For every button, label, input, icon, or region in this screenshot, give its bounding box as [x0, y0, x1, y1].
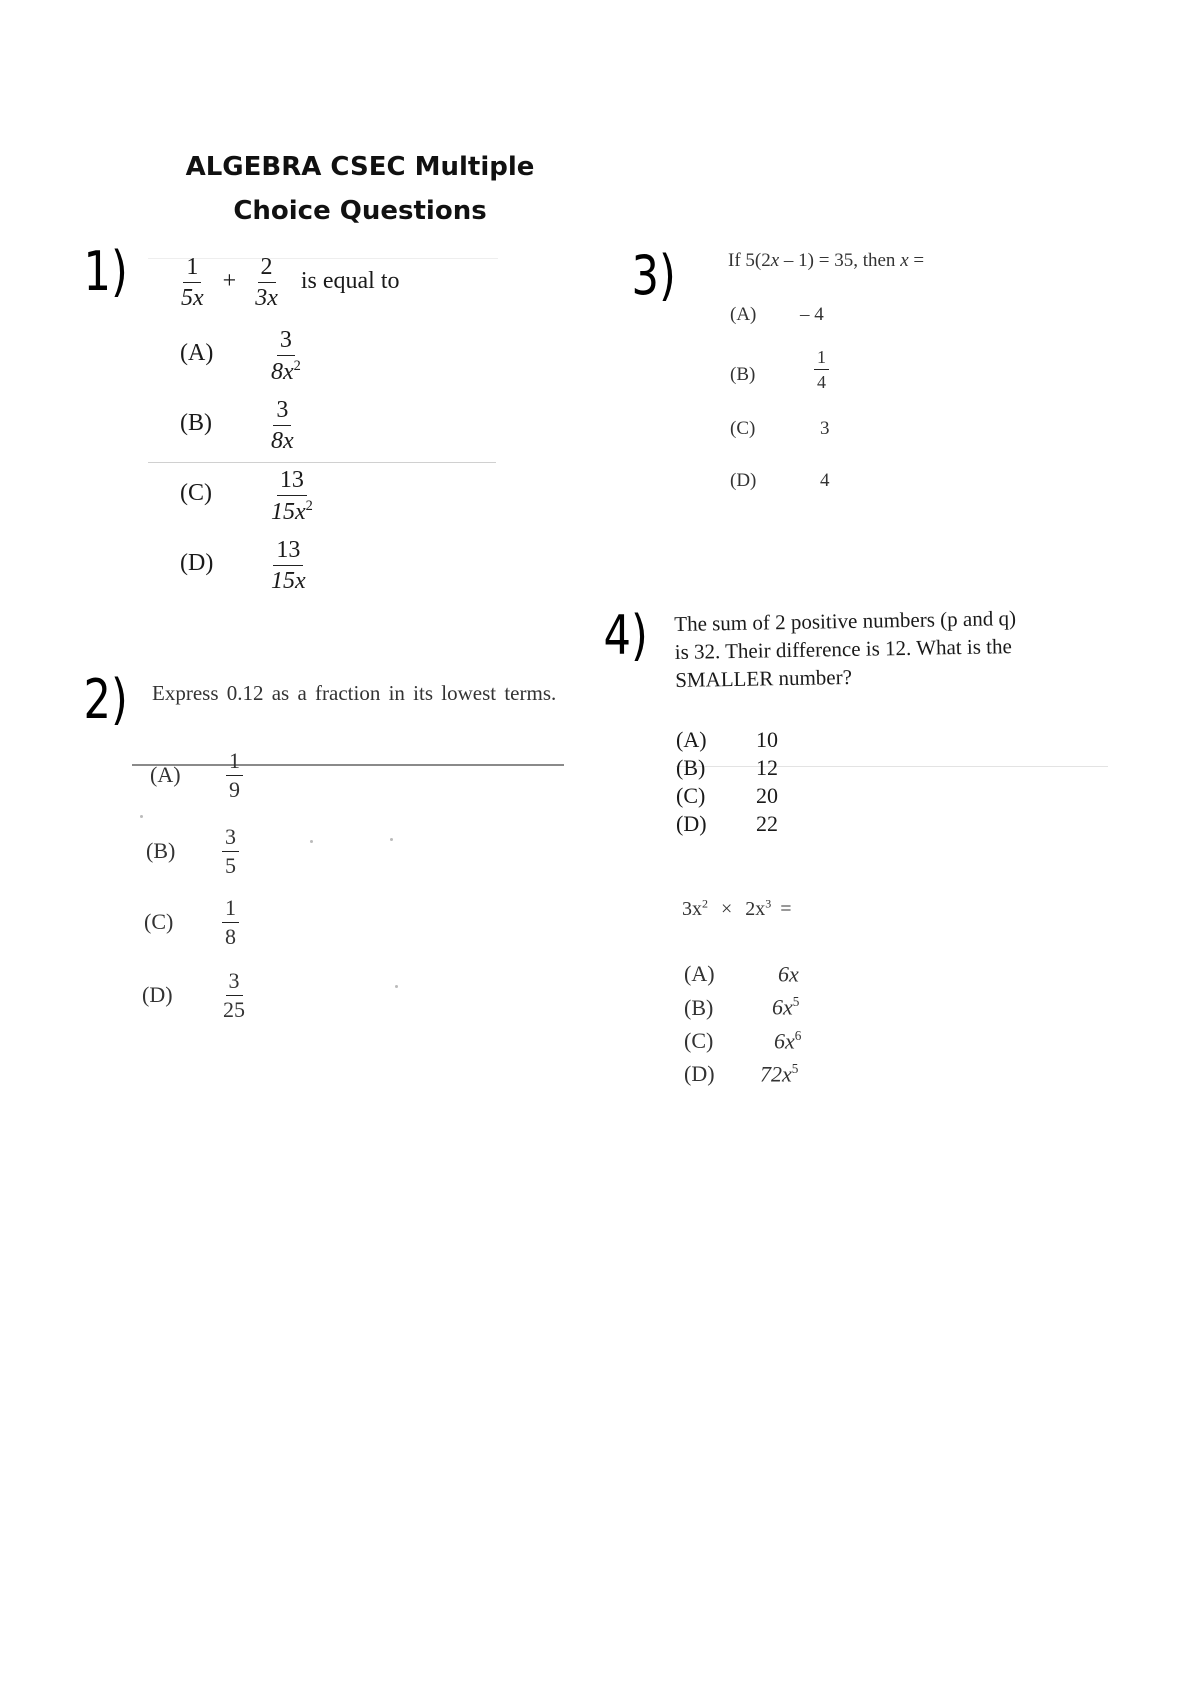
q2-option-a-value — [226, 750, 243, 801]
scan-speck — [140, 815, 143, 818]
q1-stem — [178, 255, 400, 310]
q1-stem-fraction-1 — [178, 255, 207, 310]
q1-option-d-den-base: 15x — [271, 568, 306, 594]
q5-option-c-exp: 6 — [794, 1027, 802, 1043]
q5-option-c — [684, 1022, 884, 1055]
q5-option-d-label: (D) — [684, 1061, 715, 1087]
q1-option-c-num: 13 — [277, 468, 307, 496]
q3-number: 3) — [631, 244, 676, 307]
q2-option-a — [150, 750, 350, 810]
q1-option-a-den — [268, 356, 304, 384]
q4-stem — [674, 604, 1017, 694]
q2-stem: Express 0.12 as a fraction in its lowest terms. — [152, 681, 557, 705]
q3-option-d-label: (D) — [730, 470, 757, 491]
q1-frac1-num: 1 — [183, 255, 201, 283]
q4-option-b-value: 12 — [756, 755, 778, 780]
q2-option-a-den: 9 — [229, 777, 240, 802]
q2-option-b-label: (B) — [146, 838, 176, 863]
q3-option-d — [730, 470, 890, 500]
q4-number: 4) — [603, 604, 648, 667]
q5-option-a-base: 6x — [778, 961, 799, 987]
q2-option-b-den: 5 — [225, 853, 236, 878]
q3-stem-suffix: = — [908, 250, 925, 271]
q1-option-c-den-base: 15x — [271, 499, 306, 525]
q4-option-d — [676, 810, 876, 838]
q1-stem-text: is equal to — [300, 268, 400, 295]
q5-term-b-exp: 3 — [765, 896, 772, 910]
q3-option-b-num: 1 — [814, 348, 829, 370]
q1-option-d-value — [268, 538, 309, 593]
q1-option-d-den — [268, 566, 309, 593]
q5-options — [684, 955, 884, 1088]
q3-option-b-den: 4 — [817, 372, 826, 392]
q1-option-b-den-base: 8x — [271, 428, 294, 454]
q1-option-c — [180, 468, 380, 528]
q4-option-c — [676, 782, 876, 810]
q5-option-b-base: 6x — [772, 994, 793, 1020]
q4-stem-line-1: The sum of 2 positive numbers (p and q) — [674, 606, 1017, 636]
q5-term-b-base: 2x — [745, 897, 766, 920]
q3-option-b-value — [814, 348, 829, 391]
q3-option-a — [730, 304, 890, 334]
q4-option-a-label: (A) — [676, 727, 707, 752]
q1-option-b — [180, 398, 380, 458]
q1-stem-fraction-2 — [252, 255, 281, 310]
q1-plus: + — [222, 268, 237, 295]
scan-speck — [395, 985, 398, 988]
q5-term-b — [745, 898, 771, 920]
q1-option-c-label: (C) — [180, 480, 212, 506]
q5-option-d-base: 72x — [760, 1061, 792, 1087]
q2-option-d-den: 25 — [223, 997, 245, 1022]
q5-option-c-base: 6x — [774, 1027, 795, 1053]
q1-option-d-label: (D) — [180, 550, 214, 576]
q3-option-b-label: (B) — [730, 364, 756, 385]
q4-option-d-value: 22 — [756, 811, 778, 836]
q2-option-d — [142, 970, 342, 1030]
q2-option-c-value — [222, 897, 239, 948]
q3-stem-var2: x — [900, 250, 909, 271]
q5-option-a — [684, 955, 884, 988]
q5-times: × — [721, 897, 733, 920]
q1-option-b-label: (B) — [180, 410, 212, 436]
q4-option-b — [676, 754, 876, 782]
q2-option-b-value — [222, 826, 239, 877]
q5-term-a — [682, 898, 708, 920]
q1-option-a — [180, 328, 380, 388]
q2-option-a-label: (A) — [150, 762, 181, 787]
q4-option-a — [676, 726, 876, 754]
q2-number: 2) — [83, 668, 128, 731]
q2-option-d-label: (D) — [142, 982, 173, 1007]
q4-stem-line-2: is 32. Their difference is 12. What is the — [674, 634, 1012, 664]
q2-option-b — [146, 826, 346, 886]
q3-option-c-label: (C) — [730, 418, 756, 439]
q1-option-c-den — [268, 496, 316, 524]
q5-equals: = — [780, 897, 792, 920]
q1-option-a-value — [268, 328, 304, 384]
q1-option-a-label: (A) — [180, 340, 214, 366]
q2-option-c-label: (C) — [144, 909, 174, 934]
scan-speck — [390, 838, 393, 841]
q5-option-b — [684, 988, 884, 1021]
q4-options — [676, 726, 876, 838]
q4-option-b-label: (B) — [676, 755, 706, 780]
q1-option-d-num: 13 — [273, 538, 303, 566]
q2-option-a-num: 1 — [226, 750, 243, 776]
q5-term-a-exp: 2 — [702, 896, 708, 910]
q3-option-d-value: 4 — [820, 470, 830, 491]
title-line-1: ALGEBRA CSEC Multiple — [185, 152, 535, 182]
q2-option-c-den: 8 — [225, 924, 236, 949]
q4-stem-line-3: SMALLER number? — [675, 664, 853, 692]
q1-option-b-value — [268, 398, 297, 453]
q2-option-c — [144, 897, 344, 957]
q1-frac2-den-text: 3x — [255, 285, 278, 311]
q2-option-d-num: 3 — [226, 970, 243, 996]
q5-option-d-exp: 5 — [791, 1060, 799, 1076]
q3-option-c — [730, 418, 890, 448]
q3-option-a-label: (A) — [730, 304, 757, 325]
q5-option-c-label: (C) — [684, 1027, 714, 1053]
q1-number: 1) — [83, 240, 128, 303]
q1-frac2-num: 2 — [258, 255, 276, 283]
q1-frac1-den-text: 5x — [181, 285, 204, 311]
q1-frac1-den — [178, 283, 207, 310]
q3-option-a-value: – 4 — [800, 304, 824, 325]
q2-option-b-num: 3 — [222, 826, 239, 852]
q1-option-c-value — [268, 468, 316, 524]
q1-option-b-num: 3 — [273, 398, 291, 426]
q4-option-c-value: 20 — [756, 783, 778, 808]
title-line-2: Choice Questions — [233, 196, 487, 226]
q1-frac2-den — [252, 283, 281, 310]
page-title — [150, 145, 570, 233]
q5-option-d — [684, 1055, 884, 1088]
q3-stem-mid: – 1) = 35, then — [779, 250, 901, 271]
q1-option-a-num: 3 — [277, 328, 295, 356]
q4-option-a-value: 10 — [756, 727, 778, 752]
q1-option-b-den — [268, 426, 297, 453]
q3-option-b — [730, 348, 890, 398]
q3-option-c-value: 3 — [820, 418, 830, 439]
q3-stem-prefix: If 5(2 — [728, 250, 771, 271]
q5-option-b-label: (B) — [684, 994, 714, 1020]
q1-option-d — [180, 538, 380, 598]
q5-stem — [682, 896, 792, 921]
q3-stem-var: x — [770, 250, 780, 271]
q1-option-a-den-base: 8x — [271, 359, 294, 385]
scan-speck — [310, 840, 313, 843]
q1-scan-rule — [148, 462, 496, 463]
q5-option-a-label: (A) — [684, 961, 715, 987]
q5-option-b-exp: 5 — [792, 994, 800, 1010]
q2-option-d-value — [220, 970, 248, 1021]
q5-term-a-base: 3x — [682, 897, 702, 920]
q1-option-c-den-exp: 2 — [305, 498, 313, 514]
q1-option-a-den-exp: 2 — [293, 358, 301, 374]
q4-option-d-label: (D) — [676, 811, 707, 836]
q3-stem — [728, 250, 924, 272]
q4-option-c-label: (C) — [676, 783, 706, 808]
q2-option-c-num: 1 — [222, 897, 239, 923]
